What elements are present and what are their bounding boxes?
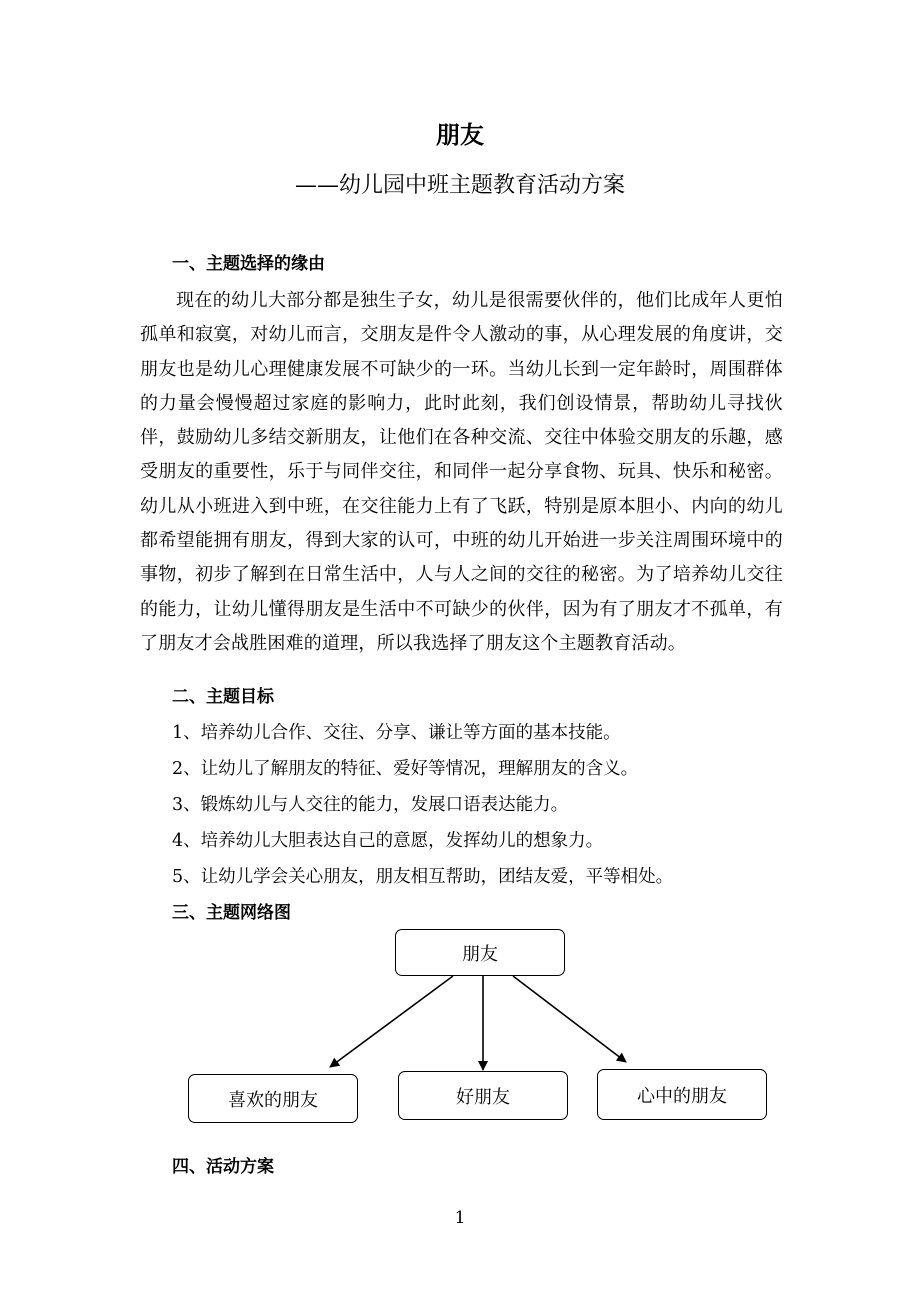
diagram-node-root <box>395 929 565 976</box>
diagram-node-good-friend-label: 好朋友 <box>456 1086 510 1108</box>
diagram-node-good-friend <box>398 1071 568 1120</box>
diagram-node-friend-in-heart-label: 心中的朋友 <box>637 1085 727 1107</box>
document-subtitle: ——幼儿园中班主题教育活动方案 <box>294 173 625 198</box>
arrow-to-friend-in-heart <box>513 976 626 1062</box>
diagram-node-root-label: 朋友 <box>462 943 498 965</box>
document-title: 朋友 <box>436 121 484 149</box>
section-1-heading: 一、主题选择的缘由 <box>172 254 325 274</box>
section-3-heading: 三、主题网络图 <box>172 903 291 923</box>
section-4-heading: 四、活动方案 <box>172 1157 274 1177</box>
page-number: 1 <box>454 1208 466 1228</box>
goal-item-1: 1、培养幼儿合作、交往、分享、谦让等方面的基本技能。 <box>172 723 621 743</box>
goal-item-2: 2、让幼儿了解朋友的特征、爱好等情况，理解朋友的含义。 <box>172 759 639 779</box>
goal-item-4: 4、培养幼儿大胆表达自己的意愿，发挥幼儿的想象力。 <box>172 831 604 851</box>
diagram-node-liked-friends <box>188 1074 358 1123</box>
goal-item-5: 5、让幼儿学会关心朋友，朋友相互帮助，团结友爱，平等相处。 <box>172 867 674 887</box>
section-2-heading: 二、主题目标 <box>172 687 274 707</box>
arrow-to-liked-friends <box>330 976 453 1067</box>
diagram-node-friend-in-heart <box>597 1069 767 1120</box>
diagram-node-liked-friends-label: 喜欢的朋友 <box>228 1089 318 1111</box>
goal-item-3: 3、锻炼幼儿与人交往的能力，发展口语表达能力。 <box>172 795 569 815</box>
section-1-paragraph: 现在的幼儿大部分都是独生子女，幼儿是很需要伙伴的，他们比成年人更怕孤单和寂寞，对幼儿而言，交朋友是件令人激动的事，从心理发展的角度讲，交朋友也是幼儿心理健康发展不可缺少的一环。当幼儿长到一定年龄时，周围群体的力量会慢慢超过家庭的影响力，此时此刻，我们创设情景，帮助幼儿寻找伙伴，鼓励幼儿多结交新朋友，让他们在各种交流、交往中体验交朋友的乐趣，感受朋友的重要性，乐于与同伴交往，和同伴一起分享食物、玩具、快乐和秘密。幼儿从小班进入到中班，在交往能力上有了飞跃，特别是原本胆小、内向的幼儿都希望能拥有朋友，得到大家的认可，中班的幼儿开始进一步关注周围环境中的事物，初步了解到在日常生活中，人与人之间的交往的秘密。为了培养幼儿交往的能力，让幼儿懂得朋友是生活中不可缺少的伙伴，因为有了朋友才不孤单，有了朋友才会战胜困难的道理，所以我选择了朋友这个主题教育活动。 <box>140 290 783 654</box>
